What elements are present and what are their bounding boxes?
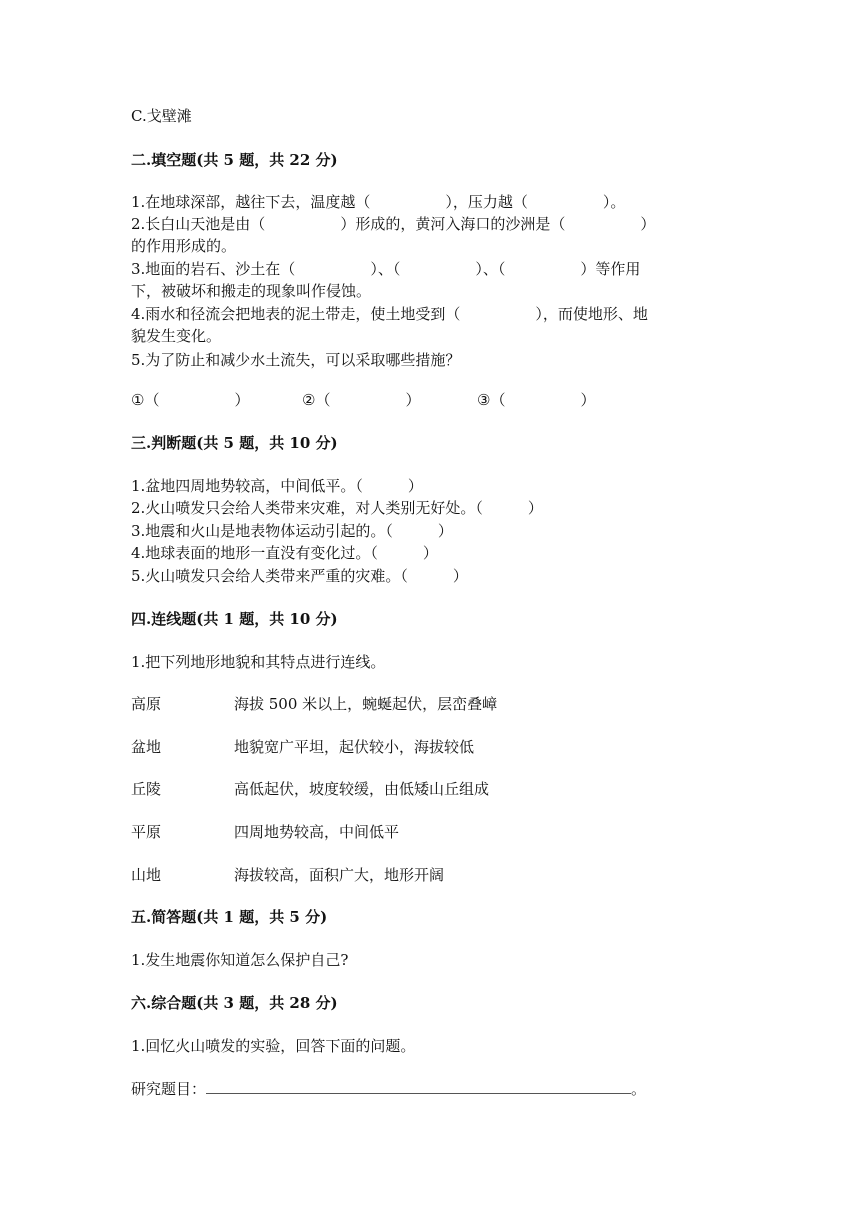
- match-feature: 四周地势较高，中间低平: [234, 823, 400, 841]
- short-answer-question: 1.发生地震你知道怎么保护自己?: [131, 951, 349, 969]
- section5-heading: 五.简答题(共 1 题，共 5 分): [131, 908, 328, 926]
- judge-q5: 5.火山喷发只会给人类带来严重的灾难。（ ）: [131, 567, 468, 585]
- section2-heading: 二.填空题(共 5 题，共 22 分): [131, 151, 338, 169]
- section3-heading: 三.判断题(共 5 题，共 10 分): [131, 434, 338, 452]
- judge-q3: 3.地震和火山是地表物体运动引起的。（ ）: [131, 522, 453, 540]
- fill-q3: 3.地面的岩石、沙土在（ ）、（ ）、（ ）等作用: [131, 260, 641, 278]
- option-c: C.戈壁滩: [131, 107, 192, 125]
- section4-heading: 四.连线题(共 1 题，共 10 分): [131, 610, 338, 628]
- judge-q4: 4.地球表面的地形一直没有变化过。（ ）: [131, 544, 438, 562]
- research-topic-end: 。: [631, 1080, 647, 1098]
- match-feature: 海拔 500 米以上，蜿蜒起伏，层峦叠嶂: [234, 695, 498, 713]
- fill-q3-cont: 下，被破坏和搬走的现象叫作侵蚀。: [131, 282, 372, 300]
- fill-q1: 1.在地球深部，越往下去，温度越（ ），压力越（ ）。: [131, 193, 626, 211]
- judge-q2: 2.火山喷发只会给人类带来灾难，对人类别无好处。（ ）: [131, 499, 543, 517]
- comprehensive-question: 1.回忆火山喷发的实验，回答下面的问题。: [131, 1037, 416, 1055]
- match-term: 盆地: [131, 738, 162, 756]
- research-topic-row: [131, 1079, 646, 1099]
- match-question: 1.把下列地形地貌和其特点进行连线。: [131, 653, 386, 671]
- research-topic-blank[interactable]: [206, 1079, 631, 1094]
- match-feature: 海拔较高，面积广大，地形开阔: [234, 866, 445, 884]
- match-feature: 地貌宽广平坦，起伏较小，海拔较低: [234, 738, 475, 756]
- match-feature: 高低起伏，坡度较缓，由低矮山丘组成: [234, 780, 490, 798]
- fill-q5: 5.为了防止和减少水土流失，可以采取哪些措施？: [131, 351, 461, 369]
- match-term: 山地: [131, 866, 162, 884]
- judge-q1: 1.盆地四周地势较高，中间低平。（ ）: [131, 477, 423, 495]
- blank-3: ③（ ）: [477, 391, 596, 409]
- fill-q2: 2.长白山天池是由（ ）形成的，黄河入海口的沙洲是（ ）: [131, 215, 656, 233]
- blank-2: ②（ ）: [302, 391, 421, 409]
- section6-heading: 六.综合题(共 3 题，共 28 分): [131, 994, 338, 1012]
- fill-q4-cont: 貌发生变化。: [131, 327, 222, 345]
- match-term: 平原: [131, 823, 162, 841]
- fill-q2-cont: 的作用形成的。: [131, 237, 237, 255]
- research-topic-label: 研究题目：: [131, 1080, 207, 1098]
- fill-q4: 4.雨水和径流会把地表的泥土带走，使土地受到（ ），而使地形、地: [131, 305, 648, 323]
- blank-1: ①（ ）: [131, 391, 250, 409]
- match-term: 高原: [131, 695, 162, 713]
- match-term: 丘陵: [131, 780, 162, 798]
